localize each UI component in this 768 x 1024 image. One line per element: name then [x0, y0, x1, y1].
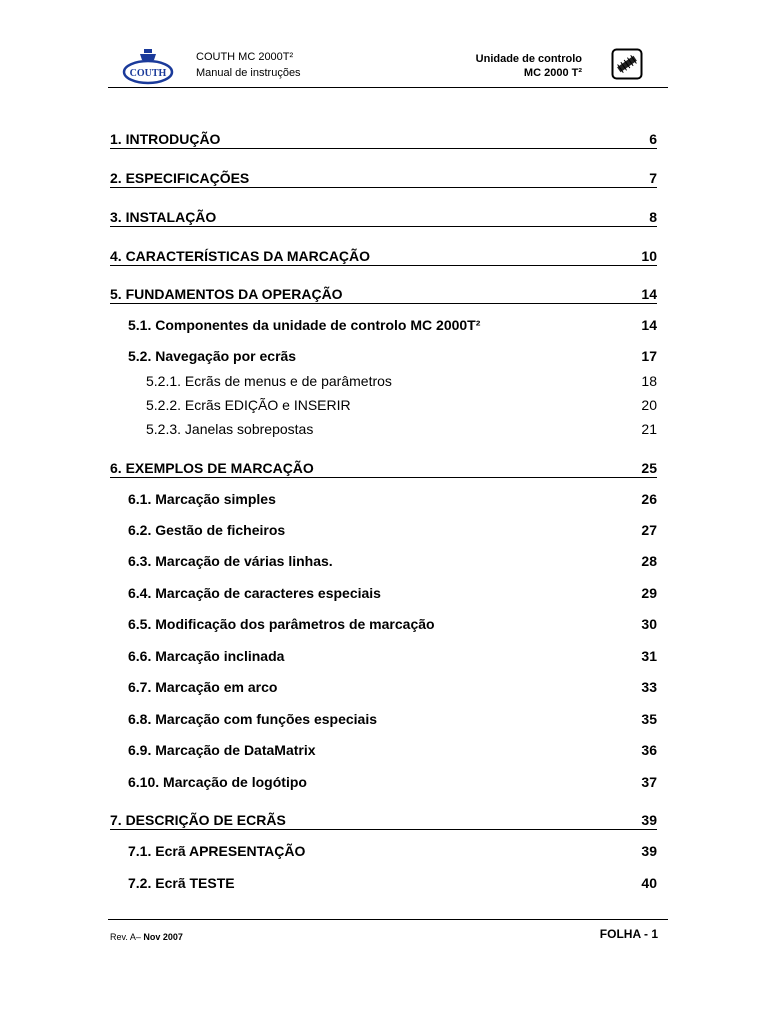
- toc-entry-page: 27: [641, 522, 657, 538]
- toc-entry[interactable]: [128, 522, 657, 538]
- toc-entry-page: 7: [649, 170, 657, 186]
- toc-entry-title: 6.3. Marcação de várias linhas.: [128, 553, 333, 569]
- toc-entry[interactable]: [128, 711, 657, 727]
- toc-entry[interactable]: [110, 286, 657, 304]
- toc-entry-title: 6.9. Marcação de DataMatrix: [128, 742, 316, 758]
- toc-entry[interactable]: [110, 460, 657, 478]
- toc-entry[interactable]: [128, 317, 657, 333]
- toc-entry-page: 28: [641, 553, 657, 569]
- toc-entry-title: 5.2. Navegação por ecrãs: [128, 348, 297, 364]
- toc-entry-title: 5. FUNDAMENTOS DA OPERAÇÃO: [110, 286, 343, 302]
- toc-entry-title: 7.2. Ecrã TESTE: [128, 875, 235, 891]
- toc-entry[interactable]: [128, 348, 657, 364]
- toc-entry-title: 7.1. Ecrã APRESENTAÇÃO: [128, 843, 306, 859]
- manual-title: Manual de instruções: [196, 67, 301, 79]
- toc-entry[interactable]: [128, 491, 657, 507]
- toc-entry-title: 6.2. Gestão de ficheiros: [128, 522, 286, 538]
- toc-entry-page: 30: [641, 616, 657, 632]
- toc-entry[interactable]: [128, 875, 657, 891]
- toc-entry[interactable]: [128, 585, 657, 601]
- toc-entry[interactable]: [110, 170, 657, 188]
- toc-entry-title: 5.1. Componentes da unidade de controlo MC 2000T²: [128, 317, 481, 333]
- svg-text:COUTH: COUTH: [129, 68, 167, 79]
- toc-entry-page: 31: [641, 648, 657, 664]
- toc-entry-page: 39: [641, 812, 657, 828]
- toc-entry-title: 6.4. Marcação de caracteres especiais: [128, 585, 381, 601]
- toc-entry-page: 20: [641, 397, 657, 413]
- toc-entry[interactable]: [128, 774, 657, 790]
- toc-entry-title: 6.1. Marcação simples: [128, 491, 276, 507]
- toc-entry-page: 18: [641, 373, 657, 389]
- toc-entry-title: 6.10. Marcação de logótipo: [128, 774, 307, 790]
- toc-entry-page: 8: [649, 209, 657, 225]
- toc-entry-page: 14: [641, 317, 657, 333]
- toc-entry[interactable]: [110, 248, 657, 266]
- sheet-number: FOLHA - 1: [599, 927, 658, 941]
- toc-entry[interactable]: [146, 421, 657, 437]
- toc-entry-page: 33: [641, 679, 657, 695]
- toc-entry-page: 40: [641, 875, 657, 891]
- toc-entry-title: 4. CARACTERÍSTICAS DA MARCAÇÃO: [110, 248, 371, 264]
- toc-entry-page: 14: [641, 286, 657, 302]
- toc-entry-title: 6.5. Modificação dos parâmetros de marcação: [128, 616, 435, 632]
- toc-entry-page: 17: [641, 348, 657, 364]
- toc-entry-title: 6. EXEMPLOS DE MARCAÇÃO: [110, 460, 314, 476]
- toc-entry[interactable]: [128, 742, 657, 758]
- toc-entry-page: 39: [641, 843, 657, 859]
- toc-entry-title: 1. INTRODUÇÃO: [110, 131, 221, 147]
- toc-entry[interactable]: [146, 373, 657, 389]
- toc-entry-title: 3. INSTALAÇÃO: [110, 209, 217, 225]
- toc-entry-page: 37: [641, 774, 657, 790]
- toc-entry-page: 6: [649, 131, 657, 147]
- unit-title: Unidade de controlo: [475, 53, 582, 65]
- toc-entry-title: 2. ESPECIFICAÇÕES: [110, 170, 250, 186]
- toc-entry-page: 26: [641, 491, 657, 507]
- toc-entry-title: 5.2.3. Janelas sobrepostas: [146, 421, 314, 437]
- toc-entry-title: 6.6. Marcação inclinada: [128, 648, 285, 664]
- toc-entry[interactable]: [128, 679, 657, 695]
- product-name: COUTH MC 2000T²: [196, 51, 294, 63]
- toc-entry[interactable]: [110, 131, 657, 149]
- unit-model: MC 2000 T²: [523, 67, 582, 79]
- footer-divider: [108, 919, 668, 920]
- toc-entry-title: 7. DESCRIÇÃO DE ECRÃS: [110, 812, 286, 828]
- revision-info: Rev. A– Nov 2007: [110, 932, 183, 942]
- toc-entry[interactable]: [128, 616, 657, 632]
- toc-entry[interactable]: [146, 397, 657, 413]
- toc-entry[interactable]: [128, 648, 657, 664]
- toc-entry[interactable]: [128, 843, 657, 859]
- toc-entry[interactable]: [110, 209, 657, 227]
- toc-entry-page: 35: [641, 711, 657, 727]
- toc-entry[interactable]: [110, 812, 657, 830]
- toc-entry-page: 36: [641, 742, 657, 758]
- toc-entry-page: 29: [641, 585, 657, 601]
- toc-entry-title: 6.7. Marcação em arco: [128, 679, 278, 695]
- toc-entry-title: 5.2.1. Ecrãs de menus e de parâmetros: [146, 373, 392, 389]
- toc-entry-page: 21: [641, 421, 657, 437]
- toc-entry-title: 6.8. Marcação com funções especiais: [128, 711, 378, 727]
- toc-entry-page: 25: [641, 460, 657, 476]
- toc-entry-page: 10: [641, 248, 657, 264]
- toc-entry[interactable]: [128, 553, 657, 569]
- toc-entry-title: 5.2.2. Ecrãs EDIÇÃO e INSERIR: [146, 397, 351, 413]
